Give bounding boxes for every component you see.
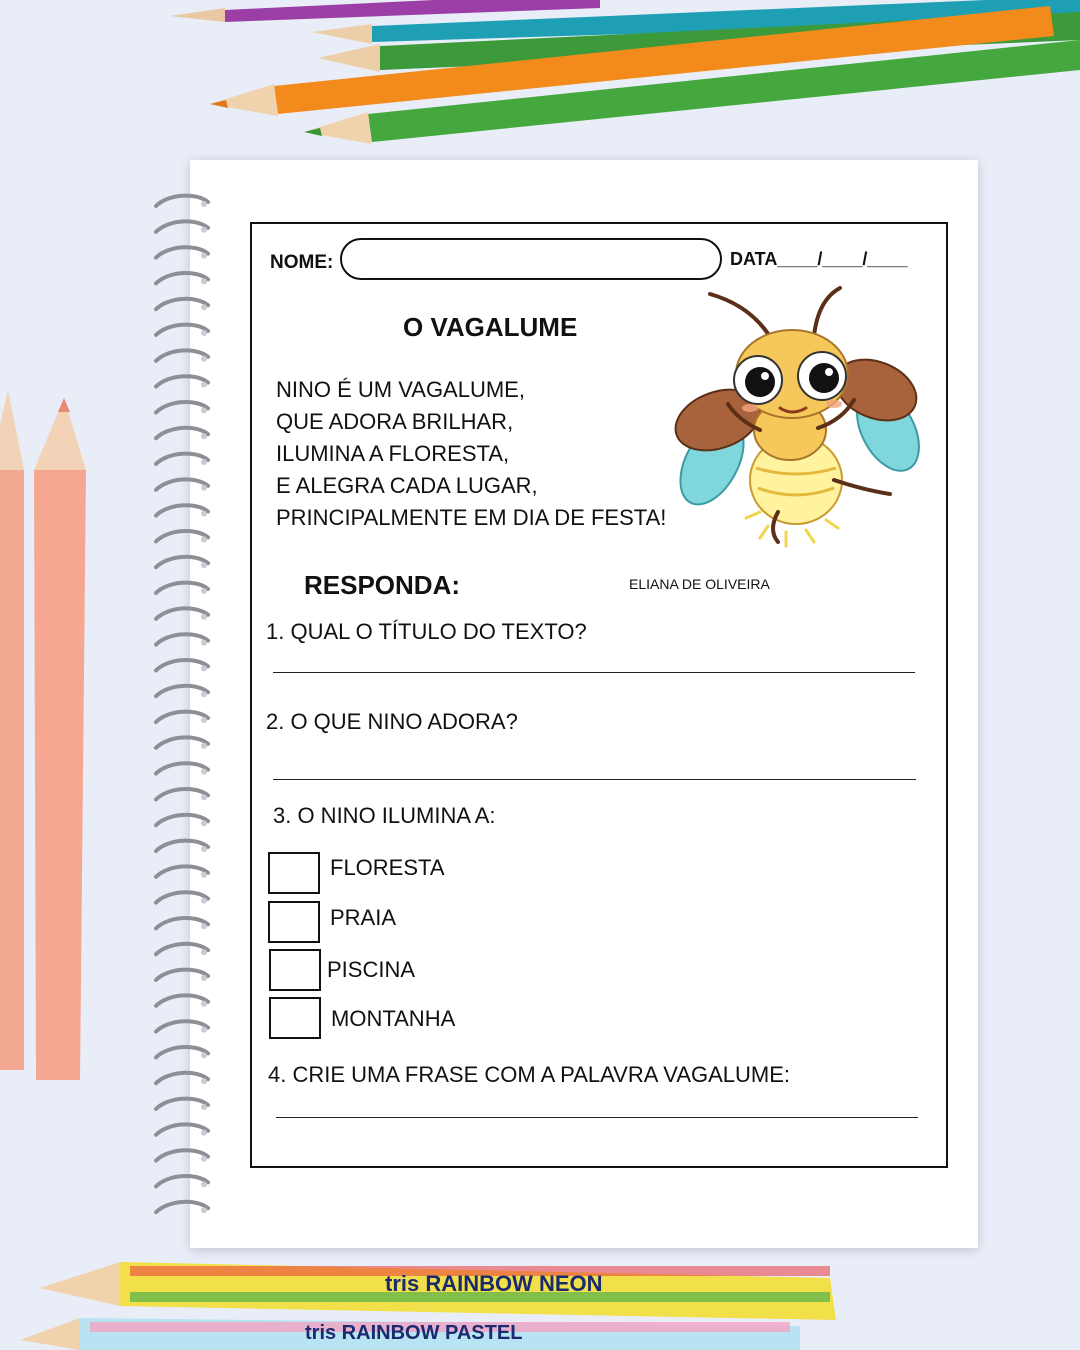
poem-text <box>276 374 666 534</box>
spiral-ring <box>156 970 208 980</box>
spiral-ring <box>156 763 208 773</box>
spiral-hole <box>201 820 207 826</box>
answer-line-2[interactable] <box>273 779 916 780</box>
spiral-hole <box>201 536 207 542</box>
spiral-ring <box>156 712 208 722</box>
spiral-hole <box>201 1181 207 1187</box>
spiral-ring <box>156 221 208 231</box>
spiral-ring <box>156 402 208 412</box>
option-label: MONTANHA <box>331 1006 456 1031</box>
checkbox-piscina[interactable] <box>269 949 321 991</box>
question-1: 1. QUAL O TÍTULO DO TEXTO? <box>266 619 587 644</box>
spiral-hole <box>201 562 207 568</box>
spiral-ring <box>156 1124 208 1134</box>
spiral-ring <box>156 299 208 309</box>
answer-line-4[interactable] <box>276 1117 918 1118</box>
spiral-hole <box>201 1156 207 1162</box>
purple-pencil <box>170 0 600 22</box>
spiral-hole <box>201 227 207 233</box>
spiral-ring <box>156 196 208 206</box>
spiral-ring <box>156 557 208 567</box>
option-label: PRAIA <box>330 905 397 930</box>
spiral-ring <box>156 634 208 644</box>
spiral-hole <box>201 304 207 310</box>
pencil-label-pastel: tris RAINBOW PASTEL <box>305 1322 523 1344</box>
spiral-hole <box>201 1207 207 1213</box>
checkbox-floresta[interactable] <box>268 852 320 894</box>
spiral-ring <box>156 1047 208 1057</box>
respond-heading: RESPONDA: <box>304 570 461 600</box>
spiral-ring <box>156 273 208 283</box>
spiral-ring <box>156 247 208 257</box>
spiral-hole <box>201 769 207 775</box>
option-label: PISCINA <box>327 957 416 982</box>
spiral-ring <box>156 1176 208 1186</box>
spiral-hole <box>201 1104 207 1110</box>
spiral-ring <box>156 1073 208 1083</box>
spiral-ring <box>156 325 208 335</box>
spiral-hole <box>201 433 207 439</box>
spiral-hole <box>201 949 207 955</box>
spiral-ring <box>156 944 208 954</box>
spiral-hole <box>201 743 207 749</box>
spiral-hole <box>201 201 207 207</box>
spiral-ring <box>156 815 208 825</box>
spiral-hole <box>201 485 207 491</box>
checkbox-praia[interactable] <box>268 901 320 943</box>
spiral-ring <box>156 479 208 489</box>
spiral-hole <box>201 278 207 284</box>
question-4: 4. CRIE UMA FRASE COM A PALAVRA VAGALUME: <box>268 1062 791 1087</box>
spiral-ring <box>156 1021 208 1031</box>
spiral-ring <box>156 1099 208 1109</box>
spiral-ring <box>156 531 208 541</box>
spiral-hole <box>201 691 207 697</box>
spiral-hole <box>201 1001 207 1007</box>
poem-line: E ALEGRA CADA LUGAR, <box>276 473 538 498</box>
spiral-hole <box>201 717 207 723</box>
spiral-ring <box>156 892 208 902</box>
spiral-hole <box>201 614 207 620</box>
spiral-hole <box>201 872 207 878</box>
page-title: O VAGALUME <box>403 312 578 342</box>
spiral-ring <box>156 789 208 799</box>
spiral-ring <box>156 995 208 1005</box>
poem-line: ILUMINA A FLORESTA, <box>276 441 510 466</box>
spiral-hole <box>201 382 207 388</box>
spiral-ring <box>156 583 208 593</box>
spiral-ring <box>156 866 208 876</box>
option-label: FLORESTA <box>330 855 445 880</box>
spiral-ring <box>156 428 208 438</box>
pink-pencil-1 <box>0 390 24 1070</box>
question-3: 3. O NINO ILUMINA A: <box>273 803 496 828</box>
spiral-hole <box>201 330 207 336</box>
spiral-hole <box>201 588 207 594</box>
checkbox-montanha[interactable] <box>269 997 321 1039</box>
spiral-hole <box>201 1078 207 1084</box>
spiral-hole <box>201 253 207 259</box>
spiral-ring <box>156 918 208 928</box>
spiral-ring <box>156 1202 208 1212</box>
spiral-ring <box>156 686 208 696</box>
question-2: 2. O QUE NINO ADORA? <box>266 709 518 734</box>
spiral-hole <box>201 846 207 852</box>
spiral-ring <box>156 737 208 747</box>
date-field[interactable]: DATA____/____/____ <box>730 249 908 269</box>
spiral-hole <box>201 459 207 465</box>
author-credit: ELIANA DE OLIVEIRA <box>629 576 770 592</box>
poem-line: QUE ADORA BRILHAR, <box>276 409 514 434</box>
spiral-ring <box>156 454 208 464</box>
spiral-hole <box>201 640 207 646</box>
spiral-hole <box>201 898 207 904</box>
spiral-hole <box>201 1027 207 1033</box>
spiral-ring <box>156 1150 208 1160</box>
spiral-hole <box>201 511 207 517</box>
name-field[interactable] <box>340 238 722 280</box>
spiral-hole <box>201 975 207 981</box>
pink-pencil-2 <box>34 398 86 1080</box>
pencil-label-neon: tris RAINBOW NEON <box>385 1271 603 1296</box>
spiral-ring <box>156 376 208 386</box>
poem-line: NINO É UM VAGALUME, <box>276 377 525 402</box>
spiral-hole <box>201 1130 207 1136</box>
spiral-ring <box>156 660 208 670</box>
spiral-ring <box>156 350 208 360</box>
spiral-hole <box>201 923 207 929</box>
name-label: NOME: <box>270 252 334 273</box>
spiral-hole <box>201 356 207 362</box>
spiral-hole <box>201 407 207 413</box>
spiral-hole <box>201 1052 207 1058</box>
spiral-ring <box>156 608 208 618</box>
answer-line-1[interactable] <box>273 672 915 673</box>
spiral-binding <box>148 188 218 1228</box>
firefly-illustration <box>668 280 924 550</box>
spiral-hole <box>201 665 207 671</box>
spiral-hole <box>201 794 207 800</box>
spiral-ring <box>156 505 208 515</box>
poem-line: PRINCIPALMENTE EM DIA DE FESTA! <box>276 505 667 530</box>
spiral-ring <box>156 841 208 851</box>
